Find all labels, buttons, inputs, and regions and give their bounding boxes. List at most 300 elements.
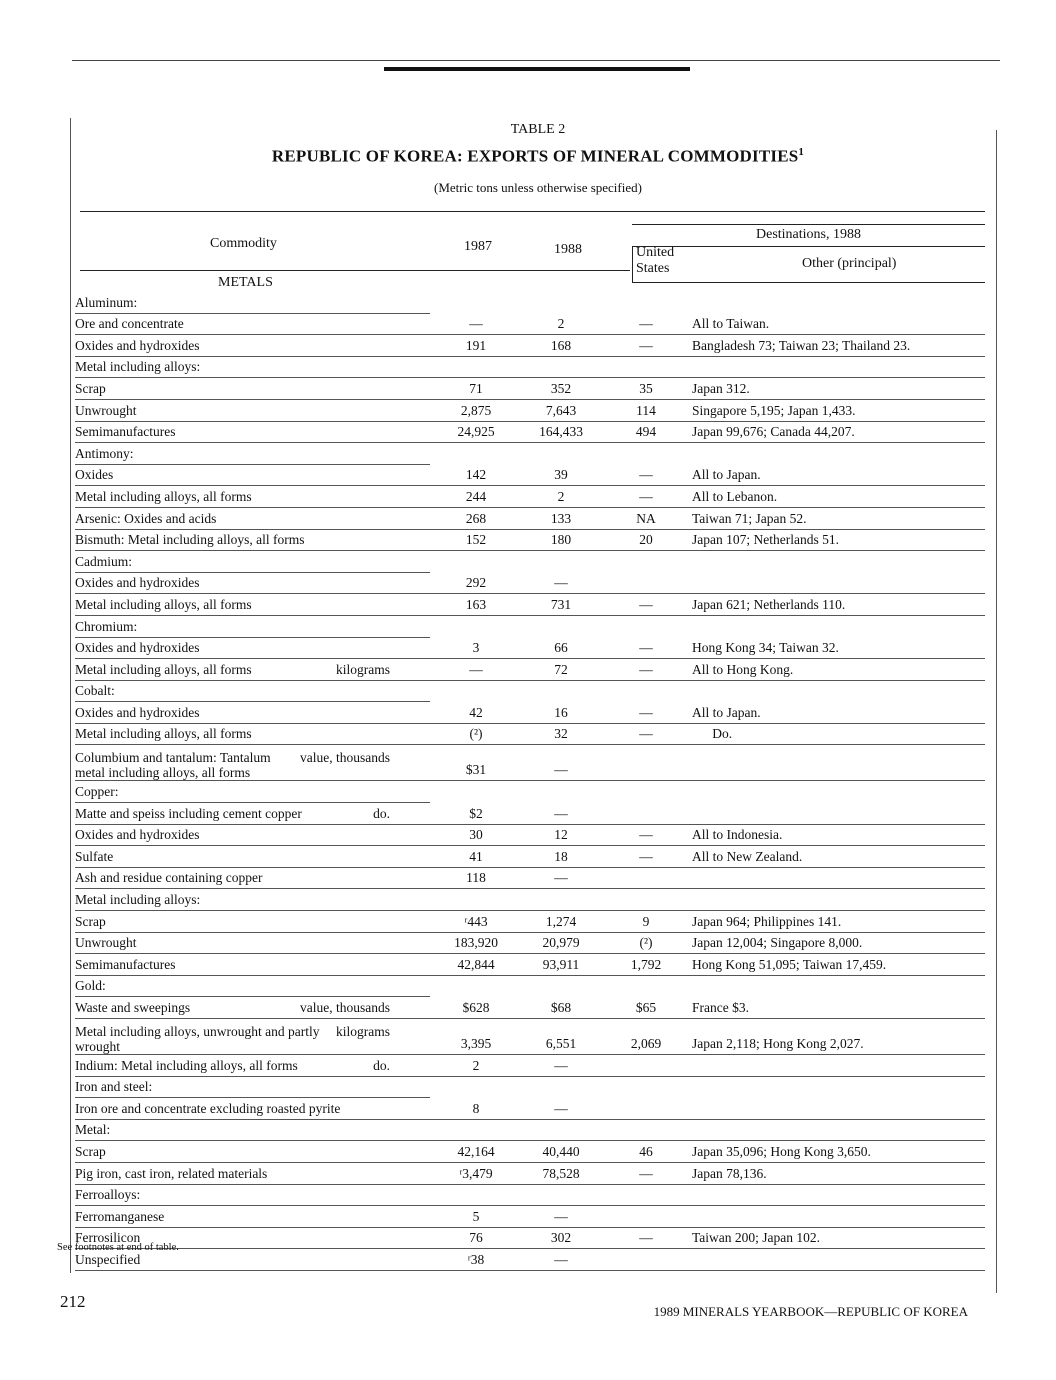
value-1988 — [522, 551, 600, 573]
value-united-states — [600, 1119, 692, 1141]
commodity-cell — [75, 846, 430, 868]
value-united-states: — — [600, 1227, 692, 1249]
commodity-name: Metal including alloys, all forms — [75, 596, 252, 612]
table-row — [75, 1055, 985, 1077]
table-row — [75, 803, 985, 825]
header-bottom-rule-left — [80, 270, 630, 271]
commodity-cell — [75, 637, 430, 659]
commodity-name: Antimony: — [75, 445, 134, 461]
commodity-cell — [75, 486, 430, 508]
commodity-name: Cobalt: — [75, 683, 115, 699]
value-other-destinations: All to Indonesia. — [692, 824, 985, 846]
value-other-destinations: France $3. — [692, 997, 985, 1019]
value-1988: 66 — [522, 637, 600, 659]
value-united-states — [600, 572, 692, 594]
value-other-destinations: Do. — [692, 723, 985, 745]
unit-label: kilograms — [336, 1024, 390, 1039]
value-other-destinations — [692, 889, 985, 911]
value-1987 — [430, 1184, 522, 1206]
value-united-states — [600, 803, 692, 825]
commodity-cell — [75, 313, 430, 335]
value-united-states: — — [600, 659, 692, 681]
table-row — [75, 1141, 985, 1163]
value-other-destinations: Japan 312. — [692, 378, 985, 400]
commodity-name: Metal including alloys, all forms — [75, 726, 252, 742]
commodity-cell — [75, 659, 430, 681]
value-1988 — [522, 889, 600, 911]
value-1987: 142 — [430, 464, 522, 486]
table-row — [75, 615, 985, 637]
value-united-states — [600, 680, 692, 702]
commodity-name: Waste and sweepings — [75, 1000, 191, 1015]
commodity-cell — [75, 1184, 430, 1206]
value-united-states — [600, 551, 692, 573]
commodity-cell — [75, 867, 430, 889]
commodity-cell — [75, 723, 430, 745]
value-1988: 32 — [522, 723, 600, 745]
value-1987: (²) — [430, 723, 522, 745]
value-other-destinations — [692, 1055, 985, 1077]
header-top-rule — [80, 211, 985, 212]
value-1987: 163 — [430, 594, 522, 616]
table-row — [75, 954, 985, 976]
value-other-destinations: Japan 12,004; Singapore 8,000. — [692, 932, 985, 954]
value-united-states — [600, 1249, 692, 1271]
value-1988 — [522, 1076, 600, 1098]
value-1987 — [430, 781, 522, 803]
value-other-destinations: Singapore 5,195; Japan 1,433. — [692, 399, 985, 421]
commodity-name: Aluminum: — [75, 294, 138, 310]
value-united-states: — — [600, 464, 692, 486]
value-other-destinations — [692, 1119, 985, 1141]
footnote: See footnotes at end of table. — [57, 1242, 179, 1253]
header-states: States — [636, 261, 670, 276]
commodity-name: Bismuth: Metal including alloys, all forms — [75, 532, 305, 548]
value-united-states: — — [600, 1162, 692, 1184]
header-destinations: Destinations, 1988 — [756, 227, 861, 242]
value-1988: 78,528 — [522, 1162, 600, 1184]
table-row — [75, 572, 985, 594]
commodity-name: Oxides and hydroxides — [75, 640, 200, 656]
value-other-destinations: All to Lebanon. — [692, 486, 985, 508]
value-other-destinations: Japan 78,136. — [692, 1162, 985, 1184]
value-united-states — [600, 1076, 692, 1098]
header-united: United — [636, 245, 675, 260]
value-1987: 118 — [430, 867, 522, 889]
commodity-cell — [75, 781, 430, 803]
table-row — [75, 356, 985, 378]
table-subtitle: (Metric tons unless otherwise specified) — [434, 180, 642, 195]
table-row — [75, 1249, 985, 1271]
value-1988 — [522, 1119, 600, 1141]
value-other-destinations — [692, 572, 985, 594]
commodity-name: Iron ore and concentrate excluding roasted pyrite — [75, 1100, 341, 1116]
value-1987 — [430, 615, 522, 637]
commodity-name: Oxides and hydroxides — [75, 704, 200, 720]
value-1988: — — [522, 1249, 600, 1271]
value-1987 — [430, 356, 522, 378]
value-other-destinations — [692, 1076, 985, 1098]
commodity-cell — [75, 507, 430, 529]
value-other-destinations: Japan 621; Netherlands 110. — [692, 594, 985, 616]
value-1987: $628 — [430, 997, 522, 1019]
value-1987 — [430, 975, 522, 997]
value-united-states — [600, 1206, 692, 1228]
commodity-cell — [75, 1141, 430, 1163]
value-1987: 2,875 — [430, 399, 522, 421]
value-1987: 268 — [430, 507, 522, 529]
value-1988: 1,274 — [522, 911, 600, 933]
header-commodity: Commodity — [210, 236, 277, 251]
table-row — [75, 745, 985, 781]
value-1987: 30 — [430, 824, 522, 846]
commodity-name: Ferromanganese — [75, 1208, 165, 1224]
commodity-name: Copper: — [75, 784, 119, 800]
left-margin-line — [70, 118, 71, 1273]
commodity-cell — [75, 954, 430, 976]
commodity-name: Arsenic: Oxides and acids — [75, 510, 217, 526]
value-1987 — [430, 551, 522, 573]
value-1987: 8 — [430, 1098, 522, 1120]
commodity-cell — [75, 1162, 430, 1184]
value-1988: 2 — [522, 486, 600, 508]
value-other-destinations: Bangladesh 73; Taiwan 23; Thailand 23. — [692, 335, 985, 357]
value-other-destinations: Japan 35,096; Hong Kong 3,650. — [692, 1141, 985, 1163]
commodity-cell — [75, 680, 430, 702]
unit-label: value, thousands — [300, 750, 390, 766]
value-other-destinations: Taiwan 71; Japan 52. — [692, 507, 985, 529]
table-row — [75, 1162, 985, 1184]
value-united-states: — — [600, 486, 692, 508]
table-row — [75, 867, 985, 889]
commodity-cell — [75, 399, 430, 421]
commodity-cell — [75, 889, 430, 911]
table-row — [75, 824, 985, 846]
value-other-destinations — [692, 745, 985, 781]
value-1987: — — [430, 313, 522, 335]
header-1987: 1987 — [464, 239, 492, 254]
value-united-states — [600, 292, 692, 313]
value-1987: $2 — [430, 803, 522, 825]
commodity-name: Oxides and hydroxides — [75, 337, 200, 353]
table-row — [75, 378, 985, 400]
value-1988: — — [522, 572, 600, 594]
value-other-destinations — [692, 781, 985, 803]
value-1987: 191 — [430, 335, 522, 357]
commodity-name: Gold: — [75, 978, 106, 994]
commodity-name: Iron and steel: — [75, 1079, 153, 1095]
value-united-states: 9 — [600, 911, 692, 933]
value-1987: 5 — [430, 1206, 522, 1228]
commodity-name: Semimanufactures — [75, 424, 176, 440]
commodity-cell — [75, 911, 430, 933]
commodity-name: Ash and residue containing copper — [75, 870, 263, 886]
value-1988: — — [522, 1098, 600, 1120]
commodity-name: Scrap — [75, 380, 106, 396]
value-1988: 18 — [522, 846, 600, 868]
commodity-cell — [75, 1019, 430, 1055]
value-other-destinations — [692, 867, 985, 889]
commodity-name: Cadmium: — [75, 553, 132, 569]
title-text: REPUBLIC OF KOREA: EXPORTS OF MINERAL COMMODITIES — [271, 146, 799, 166]
table-row — [75, 464, 985, 486]
value-1987 — [430, 1119, 522, 1141]
value-other-destinations: Hong Kong 51,095; Taiwan 17,459. — [692, 954, 985, 976]
table-row — [75, 723, 985, 745]
value-1988: — — [522, 1055, 600, 1077]
value-other-destinations: All to Taiwan. — [692, 313, 985, 335]
table-row — [75, 507, 985, 529]
value-1987: ʳ3,479 — [430, 1162, 522, 1184]
value-other-destinations — [692, 615, 985, 637]
commodity-cell — [75, 356, 430, 378]
table-row — [75, 1119, 985, 1141]
commodity-name: Metal including alloys, all forms — [75, 488, 252, 504]
commodity-cell — [75, 997, 430, 1019]
value-united-states: 46 — [600, 1141, 692, 1163]
destinations-under-rule — [632, 246, 985, 247]
value-1988: 93,911 — [522, 954, 600, 976]
value-united-states: — — [600, 723, 692, 745]
value-united-states: — — [600, 313, 692, 335]
value-united-states: 114 — [600, 399, 692, 421]
table-row — [75, 421, 985, 443]
table-row — [75, 335, 985, 357]
value-1988 — [522, 1184, 600, 1206]
value-other-destinations: Hong Kong 34; Taiwan 32. — [692, 637, 985, 659]
value-1988: 72 — [522, 659, 600, 681]
commodity-cell — [75, 443, 430, 465]
value-1987: 41 — [430, 846, 522, 868]
table-row — [75, 637, 985, 659]
value-other-destinations: All to Japan. — [692, 702, 985, 724]
value-united-states — [600, 975, 692, 997]
value-1987: 42,164 — [430, 1141, 522, 1163]
value-united-states — [600, 1055, 692, 1077]
value-1988: 6,551 — [522, 1019, 600, 1055]
value-1987: 42,844 — [430, 954, 522, 976]
value-1988 — [522, 781, 600, 803]
value-1987: ʳ443 — [430, 911, 522, 933]
commodity-name: Ore and concentrate — [75, 316, 184, 332]
table-row — [75, 292, 985, 313]
commodity-cell — [75, 1055, 430, 1077]
value-united-states: 20 — [600, 529, 692, 551]
commodity-cell — [75, 615, 430, 637]
commodity-cell — [75, 803, 430, 825]
table-row — [75, 932, 985, 954]
header-1988: 1988 — [554, 242, 582, 257]
value-other-destinations: Taiwan 200; Japan 102. — [692, 1227, 985, 1249]
value-united-states — [600, 745, 692, 781]
commodity-cell — [75, 572, 430, 594]
value-other-destinations — [692, 1098, 985, 1120]
value-1988 — [522, 615, 600, 637]
value-1988 — [522, 292, 600, 313]
page-number: 212 — [60, 1292, 86, 1311]
commodity-name: Metal including alloys: — [75, 359, 201, 375]
commodity-cell — [75, 702, 430, 724]
commodity-name: Oxides and hydroxides — [75, 827, 200, 843]
commodity-name: Unwrought — [75, 402, 137, 418]
value-other-destinations: Japan 99,676; Canada 44,207. — [692, 421, 985, 443]
table-row — [75, 781, 985, 803]
value-1987: 244 — [430, 486, 522, 508]
value-united-states: 494 — [600, 421, 692, 443]
value-1988: — — [522, 867, 600, 889]
unit-label: kilograms — [336, 661, 390, 677]
value-other-destinations — [692, 551, 985, 573]
value-1988 — [522, 680, 600, 702]
value-1987: 3 — [430, 637, 522, 659]
commodity-name: Unwrought — [75, 935, 137, 951]
table-row — [75, 594, 985, 616]
table-row — [75, 1206, 985, 1228]
table-row — [75, 889, 985, 911]
value-1987 — [430, 443, 522, 465]
value-united-states — [600, 1098, 692, 1120]
table-row — [75, 1019, 985, 1055]
commodity-cell — [75, 464, 430, 486]
table-row — [75, 1076, 985, 1098]
value-1988: 2 — [522, 313, 600, 335]
table-row — [75, 1098, 985, 1120]
value-other-destinations — [692, 975, 985, 997]
commodity-cell — [75, 529, 430, 551]
commodity-name: Scrap — [75, 913, 106, 929]
table-row — [75, 313, 985, 335]
value-1987 — [430, 680, 522, 702]
commodity-cell — [75, 932, 430, 954]
value-1987: 24,925 — [430, 421, 522, 443]
commodity-cell — [75, 1206, 430, 1228]
value-1988: 20,979 — [522, 932, 600, 954]
value-1987: 183,920 — [430, 932, 522, 954]
value-1988: 16 — [522, 702, 600, 724]
unit-label: do. — [373, 805, 390, 821]
commodity-cell — [75, 1076, 430, 1098]
value-other-destinations — [692, 1206, 985, 1228]
value-united-states: — — [600, 335, 692, 357]
section-metals: METALS — [218, 275, 273, 290]
unit-label: do. — [373, 1057, 390, 1073]
commodity-cell — [75, 824, 430, 846]
value-1988: 180 — [522, 529, 600, 551]
value-other-destinations: All to New Zealand. — [692, 846, 985, 868]
table-label: TABLE 2 — [510, 122, 566, 137]
commodity-cell — [75, 335, 430, 357]
commodity-name: Scrap — [75, 1143, 106, 1159]
table-row — [75, 846, 985, 868]
value-united-states: $65 — [600, 997, 692, 1019]
unit-label: value, thousands — [300, 1000, 390, 1015]
value-1987: 76 — [430, 1227, 522, 1249]
commodity-name: Sulfate — [75, 848, 114, 864]
value-1988: — — [522, 1206, 600, 1228]
top-rule-thick — [384, 67, 690, 71]
value-1988: 352 — [522, 378, 600, 400]
table-row — [75, 975, 985, 997]
value-1988: 168 — [522, 335, 600, 357]
table-row — [75, 911, 985, 933]
value-1987: 3,395 — [430, 1019, 522, 1055]
commodity-name: Ferrosilicon — [75, 1230, 141, 1246]
value-1987: $31 — [430, 745, 522, 781]
value-1988: 731 — [522, 594, 600, 616]
commodity-name: Unspecified — [75, 1251, 141, 1267]
value-1988: 164,433 — [522, 421, 600, 443]
value-1988: — — [522, 803, 600, 825]
table-row — [75, 1227, 985, 1249]
commodity-name: Matte and speiss including cement copper — [75, 805, 302, 821]
value-other-destinations — [692, 680, 985, 702]
value-1988: $68 — [522, 997, 600, 1019]
commodity-cell — [75, 1098, 430, 1120]
value-other-destinations — [692, 292, 985, 313]
value-1988 — [522, 443, 600, 465]
commodity-name: Oxides and hydroxides — [75, 575, 200, 591]
commodity-cell — [75, 745, 430, 781]
commodity-cell — [75, 378, 430, 400]
value-1987: 2 — [430, 1055, 522, 1077]
value-united-states: 35 — [600, 378, 692, 400]
commodity-name: Indium: Metal including alloys, all forms — [75, 1057, 298, 1073]
value-1987 — [430, 292, 522, 313]
table-row — [75, 680, 985, 702]
commodity-cell — [75, 594, 430, 616]
commodity-name: Pig iron, cast iron, related materials — [75, 1165, 268, 1181]
value-other-destinations — [692, 803, 985, 825]
us-column-divider — [632, 246, 633, 282]
commodity-name: Columbium and tantalum: Tantalum metal including alloys, all forms — [75, 750, 271, 781]
value-united-states: — — [600, 637, 692, 659]
destinations-top-rule — [632, 224, 985, 225]
title-footnote: 1 — [798, 146, 805, 158]
table-row — [75, 486, 985, 508]
value-united-states — [600, 781, 692, 803]
commodity-name: Metal including alloys, all forms — [75, 661, 252, 677]
value-1988: 12 — [522, 824, 600, 846]
table-row — [75, 443, 985, 465]
value-united-states — [600, 443, 692, 465]
value-1988 — [522, 356, 600, 378]
exports-table — [75, 292, 985, 1271]
value-other-destinations: Japan 2,118; Hong Kong 2,027. — [692, 1019, 985, 1055]
value-united-states: — — [600, 824, 692, 846]
value-1988: — — [522, 745, 600, 781]
running-footer: 1989 MINERALS YEARBOOK—REPUBLIC OF KOREA — [653, 1304, 968, 1319]
value-united-states — [600, 867, 692, 889]
commodity-cell — [75, 421, 430, 443]
value-other-destinations: All to Japan. — [692, 464, 985, 486]
value-1988: 302 — [522, 1227, 600, 1249]
value-1987: 152 — [430, 529, 522, 551]
commodity-cell — [75, 1119, 430, 1141]
value-other-destinations: Japan 964; Philippines 141. — [692, 911, 985, 933]
value-united-states: — — [600, 702, 692, 724]
table-row — [75, 997, 985, 1019]
right-margin-line — [996, 130, 997, 1293]
commodity-name: Oxides — [75, 467, 114, 483]
value-1987: 42 — [430, 702, 522, 724]
value-united-states — [600, 1184, 692, 1206]
value-other-destinations: All to Hong Kong. — [692, 659, 985, 681]
value-other-destinations — [692, 1249, 985, 1271]
value-united-states — [600, 356, 692, 378]
commodity-name: Metal including alloys, unwrought and partly wrought — [75, 1024, 320, 1054]
commodity-name: Metal: — [75, 1122, 111, 1138]
value-united-states: (²) — [600, 932, 692, 954]
